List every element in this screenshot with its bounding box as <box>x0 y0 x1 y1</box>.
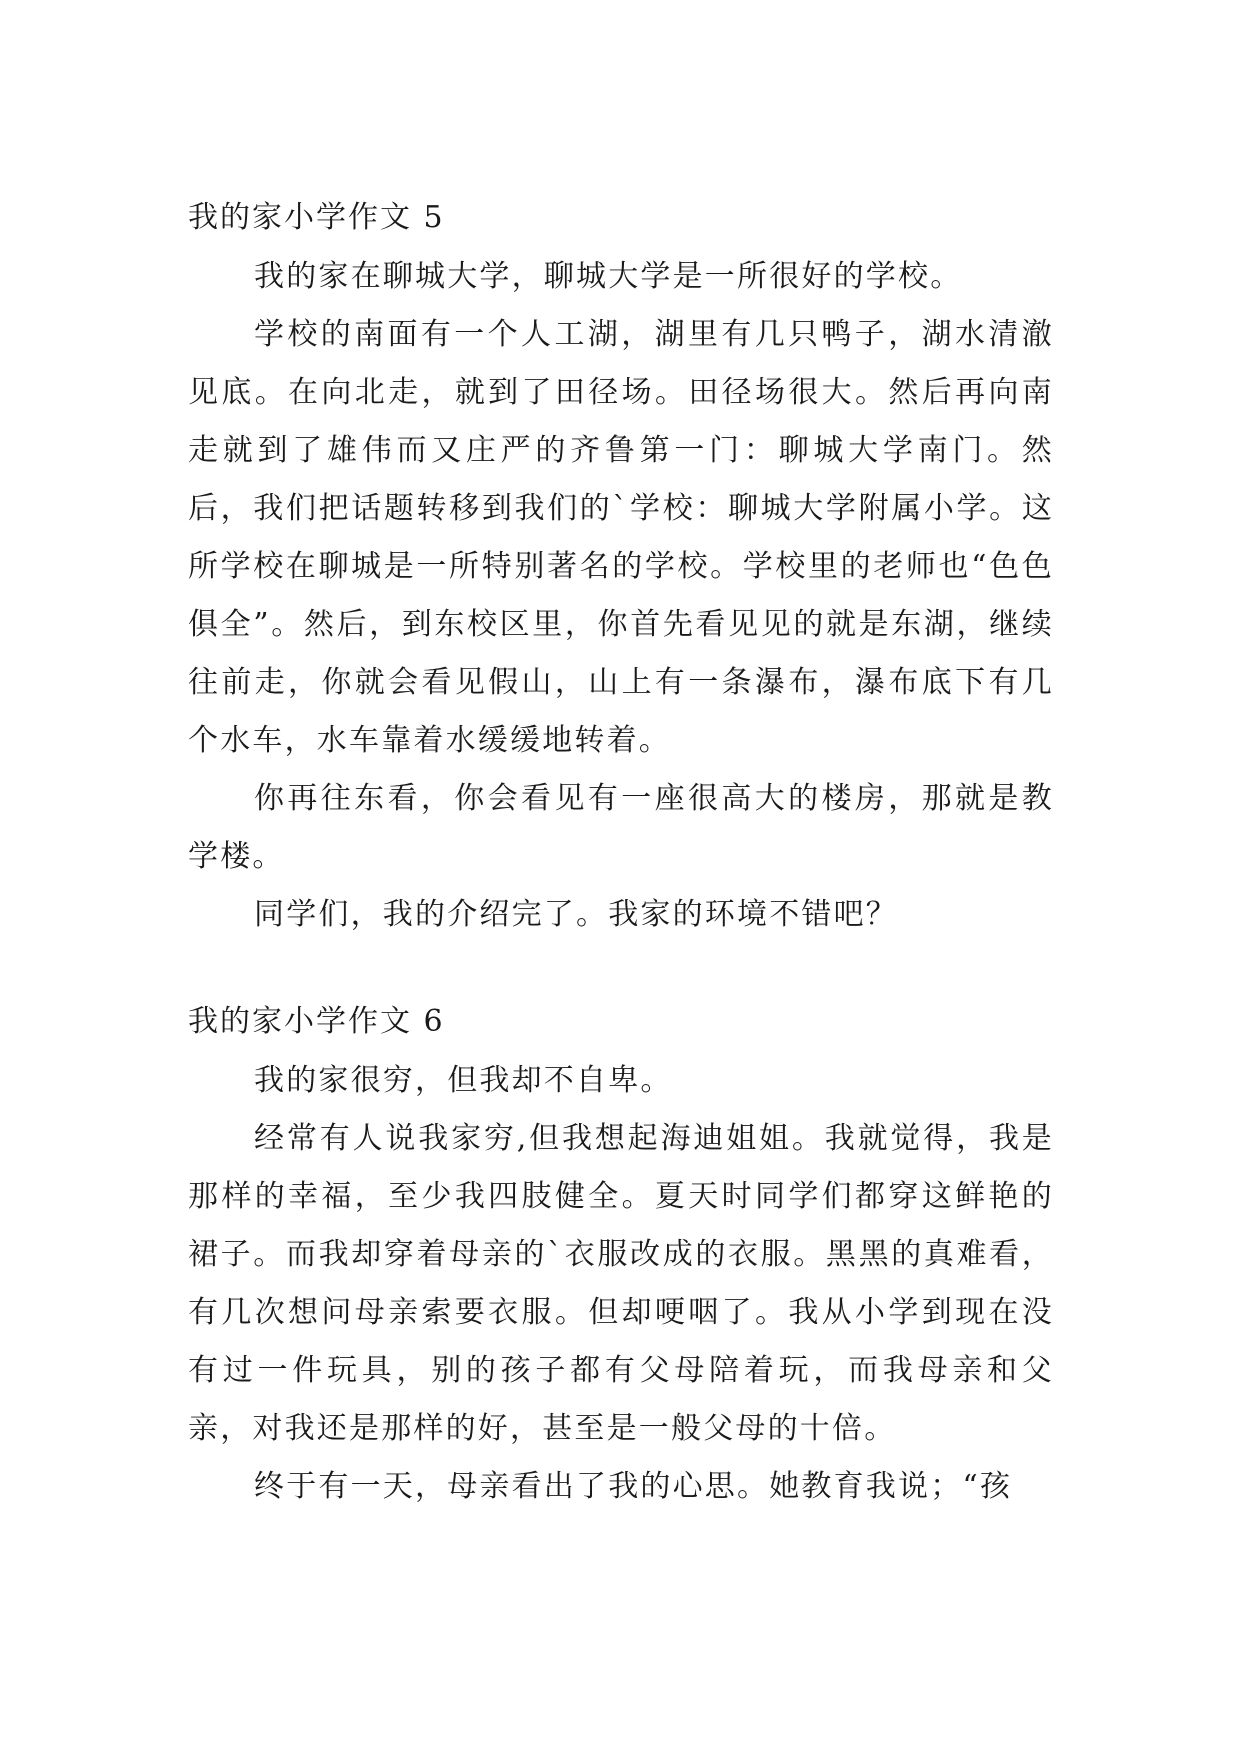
essay-5-body <box>188 248 1054 944</box>
essay-5-paragraph-4: 同学们，我的介绍完了。我家的环境不错吧？ <box>254 897 898 932</box>
essay-5-paragraph-3: 你再往东看，你会看见有一座很高大的楼房，那就是教学楼。 <box>188 781 1054 874</box>
essay-5-paragraph-1: 我的家在聊城大学，聊城大学是一所很好的学校。 <box>254 259 963 294</box>
essay-6-paragraph-2: 经常有人说我家穷,但我想起海迪姐姐。我就觉得，我是那样的幸福，至少我四肢健全。夏天时同学们都穿这鲜艳的裙子。而我却穿着母亲的`衣服改成的衣服。黑黑的真难看，有几次想问母亲索要衣服。但却哽咽了。我从小学到现在没有过一件玩具，别的孩子都有父母陪着玩，而我母亲和父亲，对我还是那样的好，甚至是一般父母的十倍。 <box>188 1121 1054 1446</box>
essay-6-paragraph-3: 终于有一天，母亲看出了我的心思。她教育我说；“孩 <box>254 1469 1013 1504</box>
essay-6-paragraph-1: 我的家很穷，但我却不自卑。 <box>254 1063 673 1098</box>
essay-5-paragraph-2: 学校的南面有一个人工湖，湖里有几只鸭子，湖水清澈见底。在向北走，就到了田径场。田径场很大。然后再向南走就到了雄伟而又庄严的齐鲁第一门：聊城大学南门。然后，我们把话题转移到我们的`学校：聊城大学附属小学。这所学校在聊城是一所特别著名的学校。学校里的老师也“色色俱全”。然后，到东校区里，你首先看见见的就是东湖，继续往前走，你就会看见假山，山上有一条瀑布，瀑布底下有几个水车，水车靠着水缓缓地转着。 <box>188 317 1054 758</box>
essay-6-body <box>188 1052 1054 1516</box>
essay-5-title: 我的家小学作文 5 <box>188 200 445 235</box>
essay-6-title: 我的家小学作文 6 <box>188 1004 445 1039</box>
